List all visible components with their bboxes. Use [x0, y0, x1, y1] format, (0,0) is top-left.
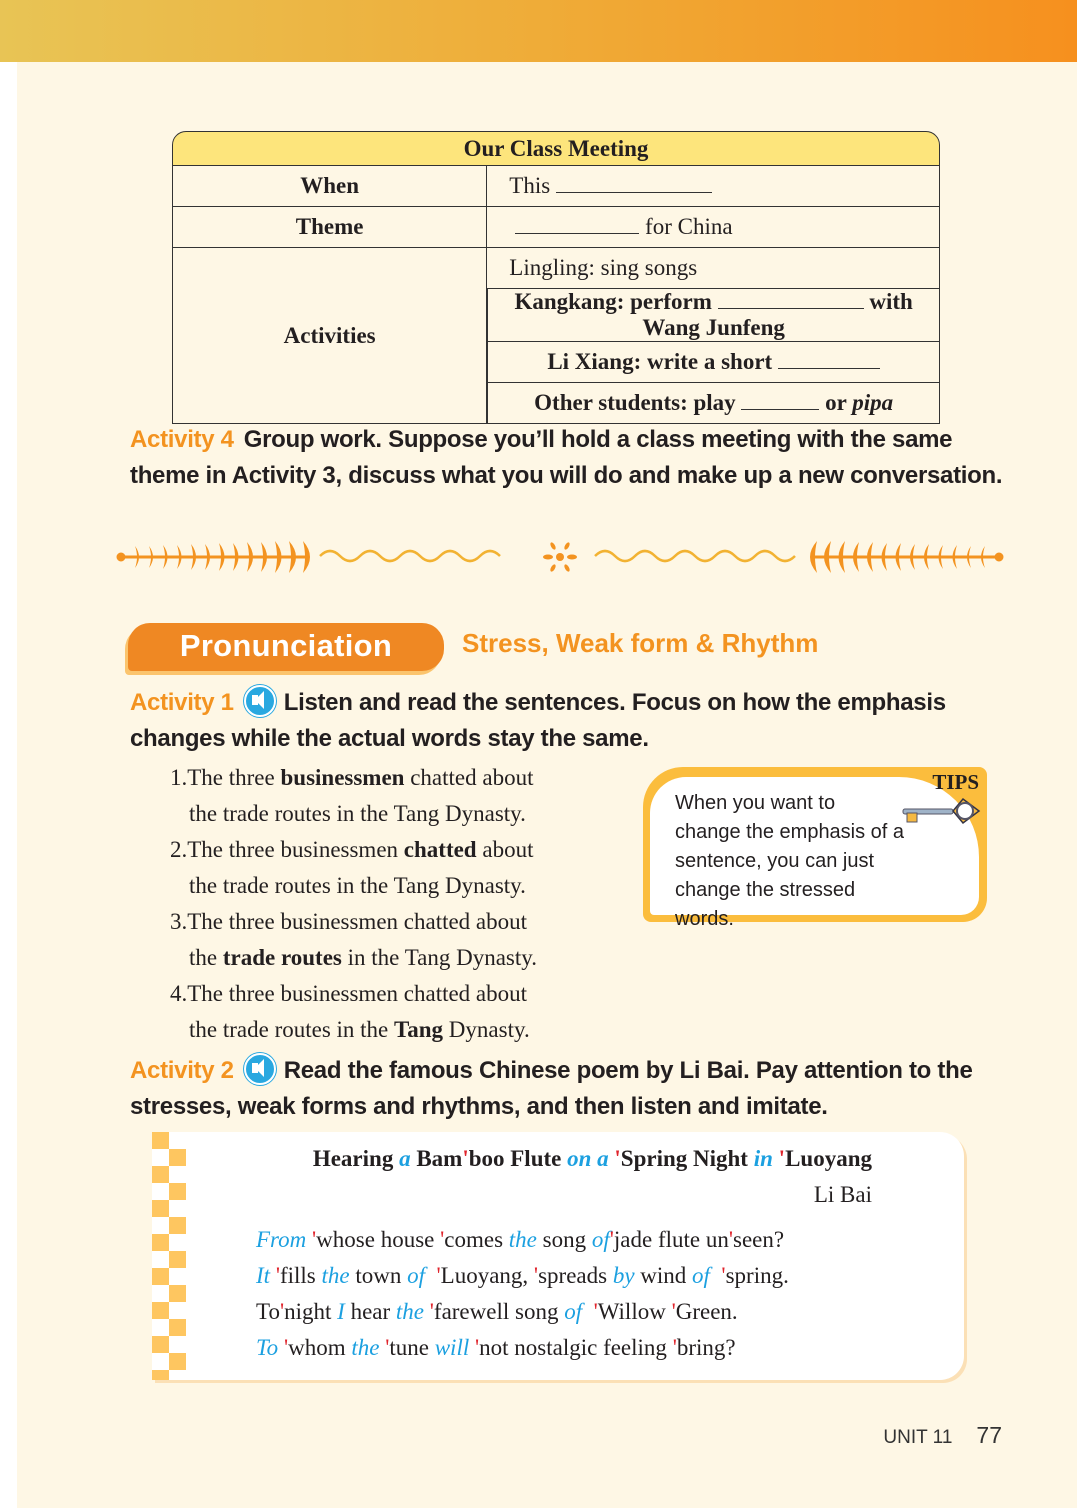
stressed-word: businessmen: [280, 765, 405, 790]
cell-text: Lingling: sing songs: [487, 248, 940, 289]
sentence-text: the trade routes in the Tang Dynasty.: [189, 873, 526, 898]
cell-text: Kangkang: perform: [514, 289, 718, 314]
poem-text: spring.: [725, 1263, 789, 1288]
weak-form-word: From: [256, 1227, 307, 1252]
activity-2-instruction: [130, 1053, 1010, 1125]
fill-blank[interactable]: [556, 175, 712, 193]
stress-mark: ': [279, 1299, 285, 1324]
sentence-text: about: [476, 837, 534, 862]
table-row: [172, 166, 940, 207]
cell-text: pipa: [852, 390, 894, 415]
sentence-text: the: [189, 945, 223, 970]
sentence-line: [170, 760, 537, 796]
poem-text: hear: [344, 1299, 396, 1324]
key-icon: [901, 795, 983, 829]
activity-text: Read the famous Chinese poem by Li Bai. Pay attention to the stresses, weak forms and rhythms, and then listen and imitate.: [130, 1057, 973, 1120]
stress-mark: ': [593, 1299, 598, 1324]
stress-mark: ': [671, 1299, 676, 1324]
stress-mark: ': [436, 1263, 441, 1288]
sentence-line: [170, 976, 537, 1012]
stressed-word: Tang: [394, 1017, 444, 1042]
stress-mark: ': [312, 1227, 317, 1252]
sentence-line: [170, 1012, 537, 1048]
poem-line: [256, 1294, 789, 1330]
tips-text: When you want to change the emphasis of a sentence, you can just change the stressed words.: [675, 792, 905, 930]
poem-text: whose house: [316, 1227, 441, 1252]
weak-form-word: the: [351, 1335, 380, 1360]
poem-text: bring?: [676, 1335, 736, 1360]
stressed-word: chatted: [403, 837, 477, 862]
speaker-audio-icon[interactable]: [244, 685, 276, 717]
stress-mark: ': [462, 1146, 469, 1171]
sentence-list: [170, 760, 537, 1048]
poem-text: whom: [288, 1335, 352, 1360]
activity-label: Activity 2: [130, 1057, 234, 1084]
fill-blank[interactable]: [515, 216, 639, 234]
poem-line: [256, 1222, 789, 1258]
activity-label: Activity 1: [130, 689, 234, 716]
sentence-text: The three businessmen: [187, 837, 404, 862]
poem-text: Luoyang: [785, 1146, 872, 1171]
weak-form-word: on a: [567, 1146, 609, 1171]
poem-text: farewell song: [433, 1299, 565, 1324]
weak-form-word: the: [321, 1263, 350, 1288]
stress-mark: ': [283, 1335, 289, 1360]
sentence-text: in the Tang Dynasty.: [341, 945, 538, 970]
fill-blank[interactable]: [718, 291, 864, 309]
sentence-text: the trade routes in the: [189, 1017, 395, 1042]
table-title: Our Class Meeting: [172, 131, 940, 166]
poem-text: Hearing: [312, 1146, 400, 1171]
poem-text: comes: [444, 1227, 509, 1252]
cell-text: for China: [639, 214, 733, 239]
poem-text: wind: [634, 1263, 693, 1288]
class-meeting-table: [172, 131, 940, 424]
pronunciation-subtitle: Stress, Weak form & Rhythm: [462, 628, 819, 658]
weak-form-word: in: [753, 1146, 773, 1171]
weak-form-word: a: [399, 1146, 411, 1171]
poem-text: tune: [389, 1335, 435, 1360]
weak-form-word: the: [508, 1227, 537, 1252]
poem-text: [582, 1299, 594, 1324]
poem-line: [256, 1258, 789, 1294]
poem-text: spreads: [538, 1263, 613, 1288]
activity-text: Group work. Suppose you’ll hold a class meeting with the same theme in Activity 3, discuss what you will do and make up a new conversation.: [130, 426, 1003, 489]
weak-form-word: of: [564, 1299, 583, 1324]
stress-mark: ': [440, 1227, 445, 1252]
weak-form-word: by: [612, 1263, 635, 1288]
activity-text: Listen and read the sentences. Focus on how the emphasis changes while the actual words stay the same.: [130, 689, 946, 752]
page-number: 77: [976, 1422, 1002, 1448]
weak-form-word: of: [692, 1263, 710, 1288]
poem-text: Spring Night: [620, 1146, 754, 1171]
poem-text: not nostalgic feeling: [479, 1335, 673, 1360]
stress-mark: ': [728, 1227, 734, 1252]
stress-mark: ': [672, 1335, 677, 1360]
stress-mark: ': [474, 1335, 480, 1360]
weak-form-word: the: [395, 1299, 424, 1324]
poem-text: seen?: [733, 1227, 785, 1252]
sentence-text: The three businessmen chatted about: [187, 909, 528, 934]
sentence-number: 3.: [170, 909, 188, 934]
poem-text: [425, 1263, 437, 1288]
checker-border: [169, 1149, 186, 1380]
fill-blank[interactable]: [778, 351, 880, 369]
poem-text: town: [349, 1263, 408, 1288]
stressed-word: trade routes: [222, 945, 342, 970]
sentence-text: chatted about: [404, 765, 534, 790]
poem-text: Willow: [597, 1299, 672, 1324]
poem-text: Bam: [410, 1146, 463, 1171]
poem-line: [256, 1330, 789, 1366]
poem-text: jade flute un: [613, 1227, 729, 1252]
pronunciation-banner: Pronunciation: [128, 623, 444, 671]
weak-form-word: of: [407, 1263, 425, 1288]
stress-mark: ': [778, 1146, 786, 1171]
row-label: When: [172, 166, 487, 207]
page-footer: [883, 1422, 1002, 1449]
poem-title: [313, 1146, 872, 1172]
stress-mark: ': [533, 1263, 539, 1288]
sentence-number: 1.: [170, 765, 188, 790]
activity-1-instruction: [130, 685, 1010, 757]
sentence-line: [170, 832, 537, 868]
poem-text: song: [536, 1227, 592, 1252]
weak-form-word: of: [591, 1227, 610, 1252]
sentence-text: the trade routes in the Tang Dynasty.: [189, 801, 526, 826]
cell-text: or: [819, 390, 853, 415]
stress-mark: ': [429, 1299, 434, 1324]
speaker-audio-icon[interactable]: [244, 1053, 276, 1085]
weak-form-word: I: [337, 1299, 345, 1324]
poem-lines: [256, 1222, 789, 1366]
sentence-text: The three businessmen chatted about: [187, 981, 528, 1006]
poem-author: Li Bai: [813, 1182, 872, 1207]
poem-box: [152, 1132, 964, 1380]
stress-mark: ': [385, 1335, 390, 1360]
unit-label: UNIT 11: [883, 1427, 953, 1448]
table-row: [172, 207, 940, 248]
stress-mark: ': [275, 1263, 280, 1288]
weak-form-word: It: [256, 1263, 271, 1288]
activity-label: Activity 4: [130, 426, 234, 453]
poem-text: fills: [279, 1263, 322, 1288]
sentence-number: 2.: [170, 837, 188, 862]
ornamental-divider: [115, 538, 1005, 578]
cell-text: This: [509, 173, 556, 198]
stress-mark: ': [721, 1263, 726, 1288]
tips-label: TIPS: [932, 770, 979, 794]
cell-text: Li Xiang: write a short: [547, 349, 778, 374]
fill-blank[interactable]: [741, 392, 819, 410]
tips-box: [643, 767, 987, 930]
header-band: [0, 0, 1077, 62]
cell-text: with Wang Junfeng: [642, 289, 913, 340]
poem-text: Green.: [675, 1299, 738, 1324]
poem-text: To: [256, 1299, 280, 1324]
sentence-text: The three: [187, 765, 281, 790]
sentence-number: 4.: [170, 981, 188, 1006]
poem-text: [710, 1263, 722, 1288]
poem-text: boo Flute: [468, 1146, 568, 1171]
stress-mark: ': [614, 1146, 621, 1171]
sentence-line: [170, 940, 537, 976]
poem-text: night: [284, 1299, 338, 1324]
stress-mark: ': [609, 1227, 614, 1252]
weak-form-word: will: [434, 1335, 470, 1360]
sentence-text: Dynasty.: [443, 1017, 530, 1042]
sentence-line: [170, 868, 537, 904]
sentence-line: [170, 904, 537, 940]
weak-form-word: To: [256, 1335, 279, 1360]
cell-text: Other students: play: [534, 390, 742, 415]
sentence-line: [170, 796, 537, 832]
row-label: Activities: [172, 248, 487, 424]
poem-text: Luoyang,: [440, 1263, 534, 1288]
activity-4-instruction: [130, 422, 1010, 494]
table-row: [172, 248, 940, 289]
row-label: Theme: [172, 207, 487, 248]
